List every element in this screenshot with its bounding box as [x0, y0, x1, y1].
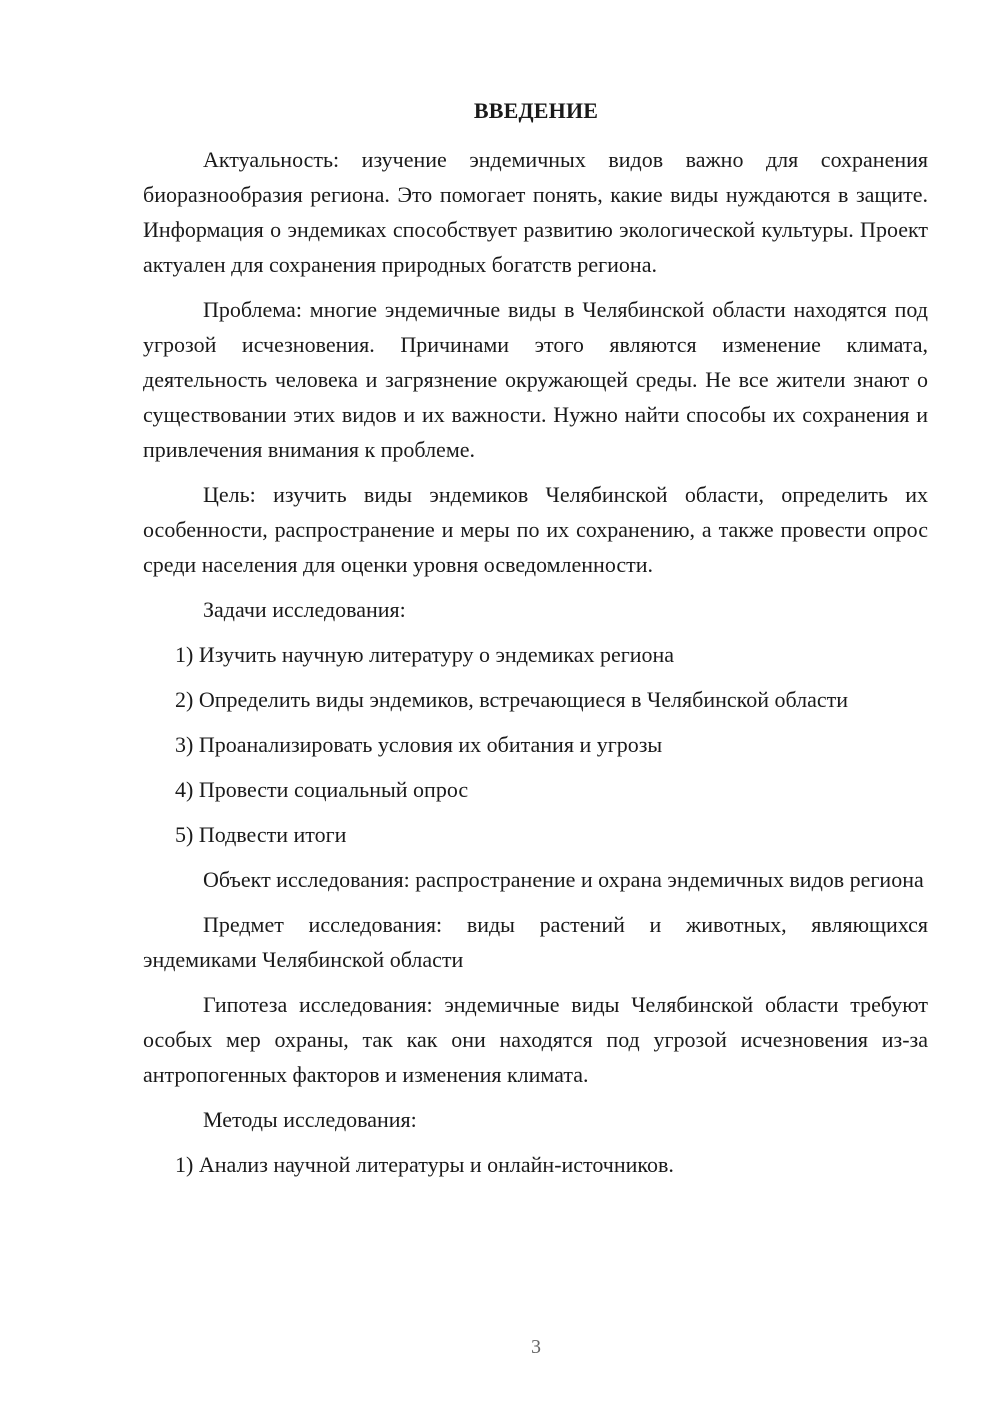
method-item-1: 1) Анализ научной литературы и онлайн-источников.	[175, 1152, 674, 1177]
document-body	[143, 142, 928, 1192]
task-item-3: 3) Проанализировать условия их обитания и угрозы	[175, 732, 663, 757]
methods-title: Методы исследования:	[203, 1107, 417, 1132]
tasks-title: Задачи исследования:	[203, 597, 406, 622]
paragraph-relevance: Актуальность: изучение эндемичных видов важно для сохранения биоразнообразия региона. Это помогает понять, какие виды нуждаются в защите. Информация о эндемиках способствует развитию экологической культуры. Проект актуален для сохранения природных богатств региона.	[143, 147, 928, 277]
paragraph-object: Объект исследования: распространение и охрана эндемичных видов региона	[203, 867, 924, 892]
task-item-2: 2) Определить виды эндемиков, встречающиеся в Челябинской области	[175, 687, 849, 712]
paragraph-goal: Цель: изучить виды эндемиков Челябинской области, определить их особенности, распространение и меры по их сохранению, а также провести опрос среди населения для оценки уровня осведомленности.	[143, 482, 928, 577]
paragraph-problem: Проблема: многие эндемичные виды в Челябинской области находятся под угрозой исчезновения. Причинами этого являются изменение климата, деятельность человека и загрязнение окружающей среды. Не все жители знают о существовании этих видов и их важности. Нужно найти способы их сохранения и привлечения внимания к проблеме.	[143, 297, 928, 462]
task-item-1: 1) Изучить научную литературу о эндемиках региона	[175, 642, 675, 667]
paragraph-subject: Предмет исследования: виды растений и животных, являющихся эндемиками Челябинской области	[143, 912, 928, 972]
task-item-5: 5) Подвести итоги	[175, 822, 347, 847]
task-item-4: 4) Провести социальный опрос	[175, 777, 469, 802]
paragraph-hypothesis: Гипотеза исследования: эндемичные виды Челябинской области требуют особых мер охраны, так как они находятся под угрозой исчезновения из-за антропогенных факторов и изменения климата.	[143, 992, 928, 1087]
page-number: 3	[531, 1336, 541, 1358]
section-heading: ВВЕДЕНИЕ	[473, 98, 599, 123]
